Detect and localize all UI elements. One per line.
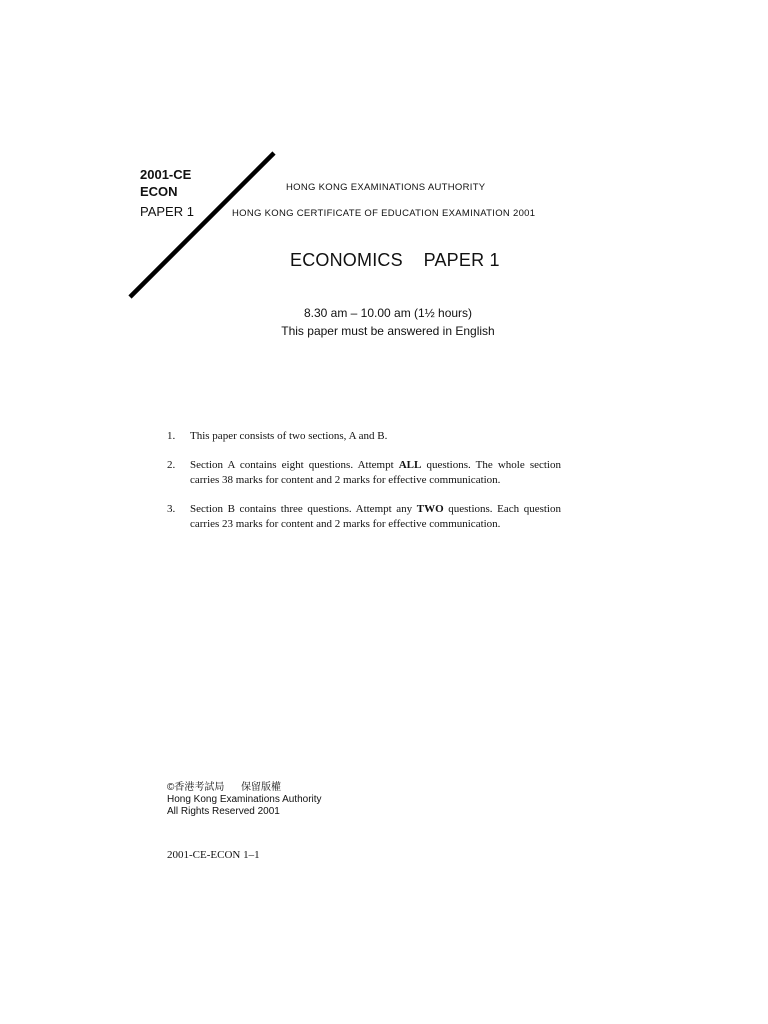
authority-name: HONG KONG EXAMINATIONS AUTHORITY bbox=[286, 182, 486, 193]
instruction-text bbox=[190, 502, 561, 532]
copyright-notice bbox=[167, 782, 322, 818]
copyright-rights: All Rights Reserved 2001 bbox=[167, 806, 280, 817]
copyright-holder: Hong Kong Examinations Authority bbox=[167, 794, 322, 805]
instruction-item bbox=[167, 458, 561, 488]
language-note: This paper must be answered in English bbox=[281, 324, 495, 338]
instruction-number: 3. bbox=[167, 503, 176, 515]
instruction-item bbox=[167, 429, 561, 444]
paper-title: ECONOMICS PAPER 1 bbox=[290, 250, 500, 270]
instruction-text-start: Section B contains three questions. Attempt any bbox=[190, 503, 417, 515]
subject-code: ECON bbox=[140, 184, 178, 199]
instruction-text-start: Section A contains eight questions. Attempt bbox=[190, 459, 399, 471]
instruction-number: 1. bbox=[167, 430, 176, 442]
instruction-emphasis: TWO bbox=[416, 503, 444, 515]
instruction-emphasis: ALL bbox=[398, 459, 422, 471]
instruction-text bbox=[190, 458, 561, 488]
instruction-text-end: questions. The whole section carries 38 marks for content and 2 marks for effective communication. bbox=[190, 459, 561, 486]
exam-name: HONG KONG CERTIFICATE OF EDUCATION EXAMINATION 2001 bbox=[232, 208, 536, 219]
instruction-number: 2. bbox=[167, 459, 176, 471]
instruction-item bbox=[167, 502, 561, 532]
exam-time: 8.30 am – 10.00 am (1½ hours) bbox=[303, 306, 473, 320]
instruction-text: This paper consists of two sections, A and B. bbox=[190, 430, 388, 442]
instruction-text-end: questions. Each question carries 23 marks for content and 2 marks for effective communication. bbox=[190, 503, 561, 530]
instructions-list bbox=[167, 429, 561, 546]
copyright-chinese: ©香港考試局 保留版權 bbox=[167, 782, 282, 793]
page-code: 2001-CE-ECON 1–1 bbox=[167, 849, 260, 861]
paper-number: PAPER 1 bbox=[140, 204, 194, 219]
paper-year-code: 2001-CE bbox=[140, 167, 192, 182]
